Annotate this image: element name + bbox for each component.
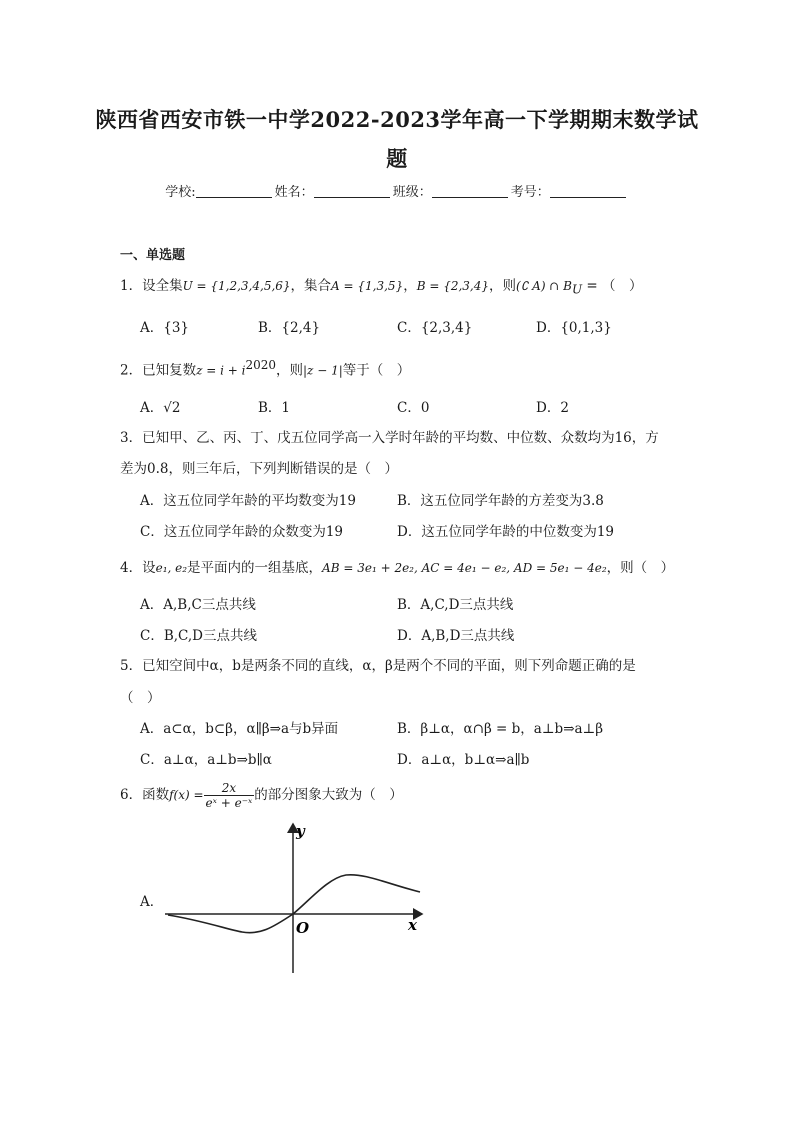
q1-option-a[interactable]: A．{3} bbox=[140, 320, 190, 336]
q4-option-b[interactable]: B．A,C,D三点共线 bbox=[397, 597, 514, 613]
q2-option-c[interactable]: C．0 bbox=[397, 400, 430, 416]
question-text: ，则（ ） bbox=[606, 560, 675, 576]
q3-option-c[interactable]: C．这五位同学年龄的众数变为19 bbox=[140, 524, 344, 540]
y-axis-label: y bbox=[296, 822, 305, 840]
question-text: 设全集 bbox=[142, 278, 183, 294]
question-1 bbox=[120, 274, 643, 297]
question-3-line1 bbox=[120, 426, 659, 446]
question-text: ，则 bbox=[489, 278, 517, 294]
q5-option-b[interactable]: B．β⊥α，α∩β = b，a⊥b⇒a⊥β bbox=[397, 721, 604, 737]
class-blank[interactable] bbox=[432, 185, 508, 198]
question-4 bbox=[120, 556, 674, 576]
math-expression: A = {1,3,5} bbox=[331, 279, 404, 293]
math-expression: U = {1,2,3,4,5,6} bbox=[182, 279, 291, 293]
q2-option-d[interactable]: D．2 bbox=[536, 400, 569, 416]
q3-option-d[interactable]: D．这五位同学年龄的中位数变为19 bbox=[397, 524, 615, 540]
question-number: 2． bbox=[120, 362, 143, 379]
math-expression: |z − 1| bbox=[303, 363, 343, 378]
question-text: 已知复数 bbox=[142, 362, 197, 379]
school-label: 学校: bbox=[165, 185, 196, 200]
question-number: 4． bbox=[120, 560, 143, 576]
question-5-line1 bbox=[120, 654, 636, 674]
fraction-denominator: eˣ + e⁻ˣ bbox=[205, 796, 253, 810]
section-heading: 一、单选题 bbox=[120, 248, 186, 263]
math-expression: (∁ A) ∩ B bbox=[516, 279, 572, 293]
separator: ， bbox=[403, 278, 417, 294]
question-number: 3． bbox=[120, 430, 143, 446]
question-2 bbox=[120, 358, 410, 379]
question-text: 函数 bbox=[142, 787, 170, 803]
q4-option-d[interactable]: D．A,B,D三点共线 bbox=[397, 628, 515, 644]
q4-option-a[interactable]: A．A,B,C三点共线 bbox=[140, 597, 256, 613]
origin-label: O bbox=[296, 919, 310, 937]
class-label: 班级： bbox=[392, 185, 432, 200]
question-number: 1． bbox=[120, 278, 143, 294]
q3-option-a[interactable]: A．这五位同学年龄的平均数变为19 bbox=[140, 493, 356, 509]
q5-option-c[interactable]: C．a⊥α，a⊥b⇒b∥α bbox=[140, 752, 272, 768]
q1-option-b[interactable]: B．{2,4} bbox=[258, 320, 321, 336]
math-expression: AB = 3e₁ + 2e₂, AC = 4e₁ − e₂, AD = 5e₁ − 4e₂ bbox=[322, 561, 607, 575]
question-text: 已知空间中α，b是两条不同的直线，α，β是两个不同的平面，则下列命题正确的是 bbox=[142, 658, 636, 674]
x-axis-label: x bbox=[408, 916, 417, 934]
exam-number-label: 考号： bbox=[510, 185, 550, 200]
exam-number-blank[interactable] bbox=[550, 185, 626, 198]
q1-option-c[interactable]: C．{2,3,4} bbox=[397, 320, 473, 336]
math-subscript: U bbox=[572, 282, 583, 297]
question-text: 设 bbox=[142, 560, 156, 576]
question-text: ，集合 bbox=[290, 278, 332, 294]
school-blank[interactable] bbox=[196, 185, 272, 198]
function-graph-option-a[interactable] bbox=[160, 818, 430, 978]
math-expression: z = i + i bbox=[196, 363, 246, 378]
math-expression: f(x) = bbox=[169, 788, 204, 802]
fraction-numerator: 2x bbox=[204, 781, 255, 796]
q4-option-c[interactable]: C．B,C,D三点共线 bbox=[140, 628, 258, 644]
q2-option-b[interactable]: B．1 bbox=[258, 400, 291, 416]
q1-option-d[interactable]: D．{0,1,3} bbox=[536, 320, 612, 336]
question-5-line2: （ ） bbox=[120, 690, 161, 706]
fraction bbox=[204, 781, 255, 810]
q2-option-a[interactable]: A．√2 bbox=[140, 400, 181, 416]
name-blank[interactable] bbox=[314, 185, 390, 198]
q3-option-b[interactable]: B．这五位同学年龄的方差变为3.8 bbox=[397, 493, 604, 509]
question-6 bbox=[120, 781, 403, 810]
question-text: = （ ） bbox=[582, 278, 643, 294]
page-title-line2: 题 bbox=[386, 146, 408, 171]
math-expression: B = {2,3,4} bbox=[416, 279, 490, 293]
q6-option-a-label[interactable]: A． bbox=[140, 894, 164, 910]
question-number: 5． bbox=[120, 658, 143, 674]
question-text: 已知甲、乙、丙、丁、戊五位同学高一入学时年龄的平均数、中位数、众数均为16，方 bbox=[142, 430, 659, 446]
name-label: 姓名： bbox=[274, 185, 314, 200]
q5-option-d[interactable]: D．a⊥α，b⊥α⇒a∥b bbox=[397, 752, 530, 768]
question-text: 是平面内的一组基底， bbox=[187, 560, 323, 576]
question-3-line2: 差为0.8，则三年后，下列判断错误的是（ ） bbox=[120, 461, 398, 477]
math-superscript: 2020 bbox=[245, 358, 277, 372]
math-expression: e₁, e₂ bbox=[155, 561, 188, 575]
student-info-row bbox=[0, 181, 794, 200]
question-number: 6． bbox=[120, 787, 143, 803]
question-text: 等于（ ） bbox=[342, 362, 411, 379]
question-text: 的部分图象大致为（ ） bbox=[254, 787, 403, 803]
page-title-line1: 陕西省西安市铁一中学2022-2023学年高一下学期期末数学试 bbox=[95, 107, 699, 132]
question-text: ，则 bbox=[276, 362, 304, 379]
function-curve bbox=[168, 875, 420, 933]
q5-option-a[interactable]: A．a⊂α，b⊂β，α∥β⇒a与b异面 bbox=[140, 721, 339, 737]
